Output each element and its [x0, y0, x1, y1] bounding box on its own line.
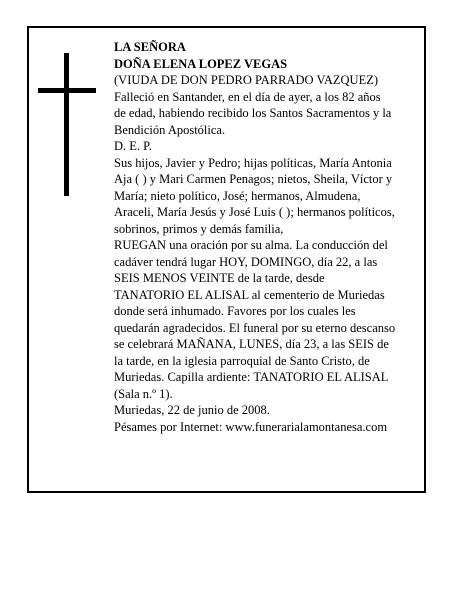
notice-title: LA SEÑORA	[114, 40, 186, 54]
notice-line: Muriedas. Capilla ardiente: TANATORIO EL ALISAL	[114, 370, 389, 384]
notice-line: Pésames por Internet: www.funerarialamontanesa.com	[114, 419, 388, 434]
notice-line: (Sala n.º 1).	[114, 386, 173, 401]
notice-line: RUEGAN una oración por su alma. La conducción del	[114, 238, 388, 252]
notice-line: D. E. P.	[114, 139, 152, 153]
notice-line: Sus hijos, Javier y Pedro; hijas políticas, María Antonia	[114, 155, 392, 170]
notice-line: Bendición Apostólica.	[114, 122, 226, 137]
notice-line: Aja ( ) y Mari Carmen Penagos; nietos, Sheila, Víctor y	[114, 172, 393, 186]
notice-line: (VIUDA DE DON PEDRO PARRADO VAZQUEZ)	[114, 73, 379, 87]
notice-line: se celebrará MAÑANA, LUNES, día 23, a las SEIS de	[114, 337, 389, 351]
notice-line: TANATORIO EL ALISAL al cementerio de Muriedas	[114, 287, 385, 302]
notice-line: sobrinos, primos y demás familia,	[114, 221, 284, 236]
notice-line: donde será inhumado. Favores por los cuales les	[114, 304, 356, 318]
cross-icon-bar	[38, 88, 96, 93]
notice-line: Araceli, María Jesús y José Luis ( ); hermanos políticos,	[114, 205, 395, 219]
notice-line: Falleció en Santander, en el día de ayer, a los 82 años	[114, 89, 381, 104]
notice-line: SEIS MENOS VEINTE de la tarde, desde	[114, 271, 325, 285]
notice-line: cadáver tendrá lugar HOY, DOMINGO, día 22, a las	[114, 254, 378, 269]
notice-line: de edad, habiendo recibido los Santos Sacramentos y la	[114, 106, 392, 120]
notice-line: María; nieto político, José; hermanos, Almudena,	[114, 188, 361, 203]
notice-line: quedarán agradecidos. El funeral por su eterno descanso	[114, 320, 396, 335]
notice-line: la tarde, en la iglesia parroquial de Santo Cristo, de	[114, 353, 370, 368]
notice-line: Muriedas, 22 de junio de 2008.	[114, 403, 270, 417]
obituary-text	[114, 39, 426, 435]
cross-icon	[64, 53, 69, 196]
deceased-name: DOÑA ELENA LOPEZ VEGAS	[114, 56, 288, 71]
